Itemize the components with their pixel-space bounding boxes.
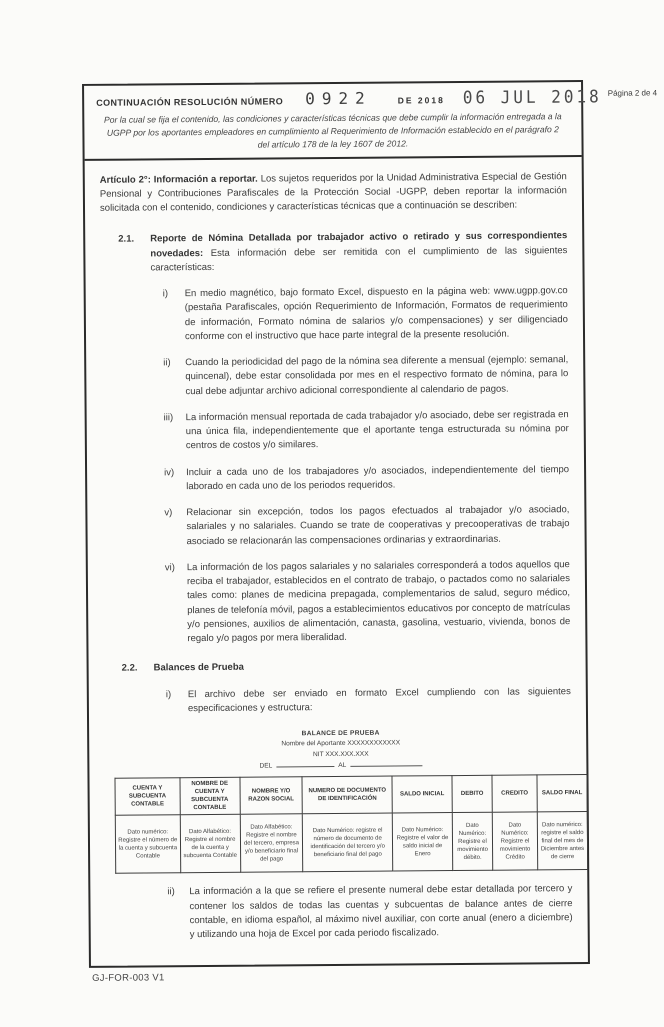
list-item-ii <box>163 353 568 399</box>
section-number: 2.1. <box>118 233 135 246</box>
item-marker: ii) <box>163 357 171 369</box>
item-marker: vi) <box>164 562 175 574</box>
form-code-footer: GJ-FOR-003 V1 <box>92 972 165 984</box>
col-header: DEBITO <box>452 775 492 813</box>
item-text: Incluir a cada uno de los trabajadores y/o asociados, independientemente del tiempo laborado en cada uno de los periodos requeridos. <box>186 463 570 493</box>
col-header: NOMBRE DE CUENTA Y SUBCUENTA CONTABLE <box>180 777 240 815</box>
balance-spec-table <box>114 774 588 874</box>
continuation-label: CONTINUACIÓN RESOLUCIÓN NÚMERO <box>96 96 284 108</box>
table-cell: Dato numérico: registre el saldo final del mes de Diciembre antes de cierre <box>537 812 588 870</box>
item-text: La información a la que se refiere el presente numeral debe estar detallada por tercero y contener los saldos de todas las cuentas y subcuentas de balance antes de cierre contable, en idioma español, al máximo nivel auxiliar, con corte anual (enero a diciembre) y utilizando una hoja de Excel por cada periodo fiscalizado. <box>189 883 573 941</box>
table-cell: Dato numérico: Registre el número de la cuenta y subcuenta Contable <box>115 815 180 874</box>
del-label: DEL <box>259 762 273 770</box>
article-2-text: Los sujetos requeridos por la Unidad Administrativa Especial de Gestión Pensional y Contribuciones Parafiscales de la Protección Social -UGPP, deben reportar la información solicitada con el contenido, condiciones y características técnicas que a continuación se describen: <box>99 170 567 214</box>
al-label: AL <box>338 761 347 769</box>
section-2-2-items <box>104 685 571 717</box>
list-item-vi <box>165 558 571 647</box>
item-text: Cuando la periodicidad del pago de la nómina sea diferente a mensual (ejemplo: semanal, quincenal), debe estar consolidada por mes en el respectivo formato de nómina, para lo cual debe adjuntar archivo adicional correspondiente al calendario de pagos. <box>185 354 569 397</box>
resolution-year: DE 2018 <box>397 95 445 106</box>
col-header: NUMERO DE DOCUMENTO DE IDENTIFICACIÓN <box>302 776 392 814</box>
section-title <box>150 230 567 276</box>
section-title-rest: Esta información debe ser remitida con el cumplimiento de las siguientes características: <box>150 244 568 274</box>
item-text: En medio magnético, bajo formato Excel, dispuesto en la página web: www.ugpp.gov.co (pestaña Parafiscales, opción Requerimiento de Información, Formatos de requerimiento de información, Formato nómina de salarios y/o compensaciones) y ser diligenciado conforme con el instructivo que hace parte integral de la presente resolución. <box>184 285 568 343</box>
section-2-1-heading <box>100 230 567 276</box>
col-header: CREDITO <box>492 775 537 813</box>
section-title <box>154 659 571 677</box>
item-text: Relacionar sin excepción, todos los pagos efectuados al trabajador y/o asociado, salariales y no salariales. Cuando se trate de cooperativas y precooperativas de trabajo asociado se relacionarán las compensaciones ordinarias y extraordinarias. <box>186 504 570 547</box>
list-item-iv <box>164 463 569 495</box>
section-number: 2.2. <box>121 662 138 675</box>
col-header: CUENTA Y SUBCUENTA CONTABLE <box>115 778 180 816</box>
document-header <box>84 82 658 161</box>
article-2-paragraph <box>100 170 567 216</box>
table-cell: Dato Numérico: Registre el movimiento débito. <box>452 813 493 871</box>
table-header-row <box>115 775 587 816</box>
al-blank-line <box>350 759 422 767</box>
item-text: El archivo debe ser enviado en formato Excel cumpliendo con las siguientes especificaciones y estructura: <box>187 685 571 715</box>
section-title-bold: Reporte de Nómina Detallada por trabajador activo o retirado y sus correspondientes novedades: <box>150 230 568 260</box>
table-period-line <box>114 758 567 773</box>
section-title-bold: Balances de Prueba <box>153 662 244 674</box>
col-header: SALDO INICIAL <box>392 776 452 814</box>
document-body <box>85 157 588 944</box>
table-cell: Dato Numérico: registre el número de documento de identificación del tercero y/o beneficiario final del pago <box>303 813 393 872</box>
list-item-i <box>163 284 568 344</box>
date-stamp: 06 JUL 2018 <box>462 86 602 108</box>
resolution-number-stamp: 0922 <box>305 88 372 109</box>
table-captions <box>114 727 567 772</box>
resolution-subtitle: Por la cual se fija el contenido, las condiciones y características técnicas que debe cumplir la información entregada a la UGPP por los aportantes empleadores en cumplimiento al Requerimiento de Información establecido en el parágrafo 2 del artículo 178 de la ley 1607 de 2012. <box>103 111 562 150</box>
balance-table-block <box>114 727 585 874</box>
item-marker: v) <box>164 507 173 519</box>
col-header: SALDO FINAL <box>537 775 587 813</box>
document-border-box <box>82 80 658 968</box>
table-aportante-line: Nombre del Aportante XXXXXXXXXXXX <box>281 739 401 748</box>
after-table-items <box>105 883 572 944</box>
section-2-1-items <box>101 284 571 647</box>
section-2-2-heading <box>104 659 571 677</box>
item-marker: ii) <box>167 886 175 898</box>
item-text: La información mensual reportada de cada trabajador y/o asociado, debe ser registrada en una única fila, independientemente que el aportante tenga estructurada su nómina por centros de costos y/o similares. <box>185 409 569 452</box>
col-header: NOMBRE Y/O RAZON SOCIAL <box>240 777 303 815</box>
table-cell: Dato Numérico: Registre el valor de saldo inicial de Enero <box>392 813 452 871</box>
item-text: La información de los pagos salariales y no salariales corresponderá a todos aquellos que reciba el trabajador, establecidos en el contrato de trabajo, o pactados como no salariales tales como: planes de medicina prepagada, complementarios de salud, seguro médico, planes de telefonía móvil, pagos a establecimientos educativos por concepto de matrículas y/o pensiones, auxilios de alimentación, canasta, gasolina, vestuario, vivienda, bonos de regalo y/o pagos por mera liberalidad. <box>186 559 571 645</box>
item-marker: i) <box>165 688 172 700</box>
table-cell: Dato Alfabético: Registre el nombre del tercero, empresa y/o beneficiario final del pago <box>240 814 303 872</box>
page-indicator: Página 2 de 4 <box>607 88 658 98</box>
item-marker: iii) <box>163 412 174 424</box>
list-item-iii <box>164 408 569 454</box>
item-marker: i) <box>162 288 169 300</box>
table-row <box>115 812 587 874</box>
list-item-ii <box>167 883 572 943</box>
del-blank-line <box>276 760 334 767</box>
table-cell: Dato Alfabético: Registre el nombre de la cuenta y subcuenta Contable <box>180 815 240 873</box>
table-title: BALANCE DE PRUEBA <box>301 729 380 738</box>
item-marker: iv) <box>164 466 175 478</box>
table-cell: Dato Numérico: Registre el movimiento Crédito <box>492 812 537 870</box>
list-item-i <box>166 685 571 717</box>
header-line <box>96 86 658 110</box>
table-nit-line: NIT XXX.XXX.XXX <box>312 750 369 758</box>
article-2-lead: Artículo 2°: Información a reportar. <box>99 173 258 186</box>
list-item-v <box>164 503 569 549</box>
